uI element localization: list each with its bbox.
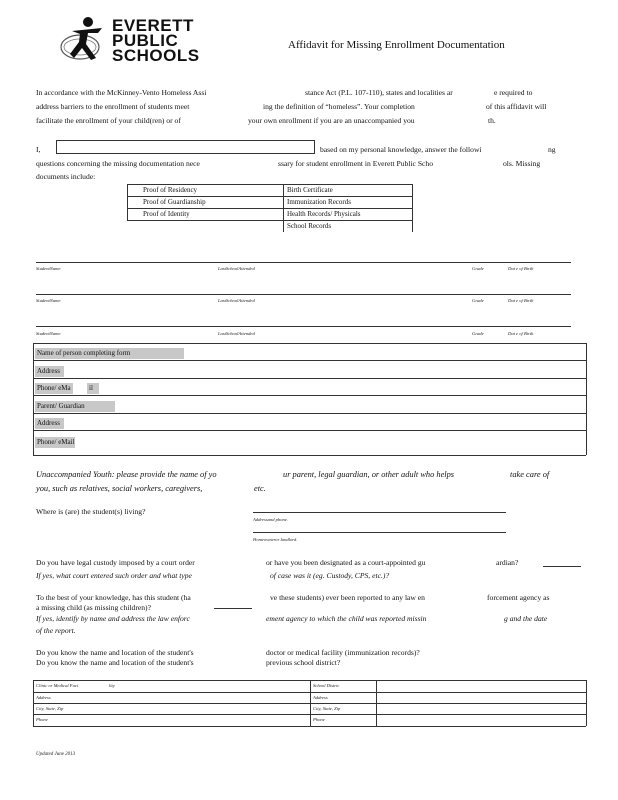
student-name-label-2: StudentName xyxy=(36,298,61,303)
stmt-i: I, xyxy=(36,145,41,154)
student-line-3[interactable] xyxy=(36,326,571,327)
doctor-l1b: doctor or medical facility (immunization records)? xyxy=(266,648,420,657)
intro-l1b: stance Act (P.L. 107-110), states and localities ar xyxy=(305,88,453,97)
address-phone-label: Addressand phone. xyxy=(253,517,289,522)
missing-l2: a missing child (as missing children)? xyxy=(36,603,151,612)
contact-phone-label-2: Phone/ eMail xyxy=(37,438,75,446)
dob-label-2: Dat e of Birth xyxy=(508,298,534,303)
contact-name-person-label: Name of person completing form xyxy=(35,348,184,359)
doc-school-records: School Records xyxy=(287,222,332,230)
custody-answer-line[interactable] xyxy=(543,566,581,567)
clinic-address-label: Address xyxy=(36,695,51,700)
custody-q2b: of case was it (eg. Custody, CPS, etc.)? xyxy=(270,571,390,580)
homeowner-line[interactable] xyxy=(253,532,506,533)
missing-l3c: g and the date xyxy=(504,614,548,623)
doctor-l1a: Do you know the name and location of the student's xyxy=(36,648,194,657)
doc-proof-identity: Proof of Identity xyxy=(143,210,190,218)
school-address-label: Address xyxy=(313,695,328,700)
stmt-l2b: ssary for student enrollment in Everett Public Scho xyxy=(278,159,434,168)
stmt-l1b: ng xyxy=(548,145,556,154)
contact-table xyxy=(33,343,586,455)
homeowner-label: Homeowneror landlord. xyxy=(253,537,298,542)
intro-l2b: ing the definition of “homeless”. Your completion xyxy=(263,102,415,111)
logo xyxy=(58,14,198,72)
stmt-l1a: based on my personal knowledge, answer the followi xyxy=(320,145,482,154)
dob-label-1: Dat e of Birth xyxy=(508,266,534,271)
grade-label-3: Grade xyxy=(472,331,484,336)
school-phone-label: Phone xyxy=(313,717,325,722)
student-name-label-1: StudentName xyxy=(36,266,61,271)
grade-label-1: Grade xyxy=(472,266,484,271)
contact-address-label-1: Address xyxy=(35,366,64,377)
intro-l3c: th. xyxy=(488,116,496,125)
stmt-l2c: ols. Missing xyxy=(503,159,541,168)
clinic-city-label: City, State, Zip xyxy=(36,706,64,711)
doc-proof-residency: Proof of Residency xyxy=(143,186,198,194)
logo-line-1: EVERETT xyxy=(112,16,194,35)
intro-l1a: In accordance with the McKinney-Vento Homeless Assi xyxy=(36,88,207,97)
student-name-label-3: StudentName xyxy=(36,331,61,336)
intro-l1c: e required to xyxy=(494,88,533,97)
page-title: Affidavit for Missing Enrollment Documentation xyxy=(288,39,505,51)
last-school-label-2: LastSchoolAttended xyxy=(218,298,255,303)
address-phone-line[interactable] xyxy=(253,512,506,513)
missing-l3b: ement agency to which the child was reported missin xyxy=(266,614,427,623)
doc-proof-guardianship: Proof of Guardianship xyxy=(143,198,206,206)
custody-q1b: or have you been designated as a court-appointed gu xyxy=(266,558,426,567)
footer-updated: Updated June 2013 xyxy=(36,752,76,757)
clinic-label-b: lity xyxy=(109,683,115,688)
grade-label-2: Grade xyxy=(472,298,484,303)
contact-address-label-2: Address xyxy=(35,418,64,429)
missing-answer-line[interactable] xyxy=(214,608,252,609)
missing-l1a: To the best of your knowledge, has this student (ha xyxy=(36,593,191,602)
school-city-label: City, State, Zip xyxy=(313,706,341,711)
clinic-label-a: Clinic or Medical Faci xyxy=(36,683,79,688)
uy-c: take care of xyxy=(510,470,550,479)
intro-l3b: your own enrollment if you are an unaccompanied you xyxy=(248,116,415,125)
uy-a: Unaccompanied Youth: please provide the name of yo xyxy=(36,470,217,479)
clinic-phone-label: Phone xyxy=(36,717,48,722)
stmt-l3: documents include: xyxy=(36,172,96,181)
doctor-l2b: previous school district? xyxy=(266,658,341,667)
last-school-label-1: LastSchoolAttended xyxy=(218,266,255,271)
uy-d: you, such as relatives, social workers, caregivers, xyxy=(36,484,203,493)
custody-q1c: ardian? xyxy=(496,558,519,567)
missing-l1b: ve these students) ever been reported to any law en xyxy=(270,593,425,602)
student-line-2[interactable] xyxy=(36,294,571,295)
intro-l2c: of this affidavit will xyxy=(486,102,547,111)
doc-birth-certificate: Birth Certificate xyxy=(287,186,333,194)
contact-parent-guardian-label: Parent/ Guardian xyxy=(35,401,115,412)
doc-immunization: Immunization Records xyxy=(287,198,351,206)
uy-b: ur parent, legal guardian, or other adult who helps xyxy=(283,470,455,479)
uy-e: etc. xyxy=(254,484,266,493)
contact-phone-label-1b: il xyxy=(87,383,99,394)
name-input-box[interactable] xyxy=(56,140,315,154)
missing-l4: of the report. xyxy=(36,626,76,635)
stmt-l2a: questions concerning the missing documentation nece xyxy=(36,159,200,168)
custody-q1a: Do you have legal custody imposed by a court order xyxy=(36,558,195,567)
logo-line-3: SCHOOLS xyxy=(112,46,200,65)
custody-q2a: If yes, what court entered such order and what type xyxy=(36,571,192,580)
logo-figure-icon xyxy=(58,14,114,70)
doctor-l2a: Do you know the name and location of the student's xyxy=(36,658,194,667)
student-line-1[interactable] xyxy=(36,262,571,263)
living-question: Where is (are) the student(s) living? xyxy=(36,507,146,516)
contact-phone-label-1a: Phone/ eMa xyxy=(35,383,73,394)
documents-table xyxy=(127,184,412,232)
last-school-label-3: LastSchoolAttended xyxy=(218,331,255,336)
school-district-label: School Distric xyxy=(313,683,340,688)
dob-label-3: Dat e of Birth xyxy=(508,331,534,336)
logo-line-2: PUBLIC xyxy=(112,31,179,50)
intro-l2a: address barriers to the enrollment of students meet xyxy=(36,102,190,111)
doc-health-records: Health Records/ Physicals xyxy=(287,210,361,218)
medical-school-table xyxy=(33,680,586,726)
missing-l1c: forcement agency as xyxy=(487,593,550,602)
missing-l3a: If yes, identify by name and address the law enforc xyxy=(36,614,190,623)
intro-l3a: facilitate the enrollment of your child(ren) or of xyxy=(36,116,181,125)
